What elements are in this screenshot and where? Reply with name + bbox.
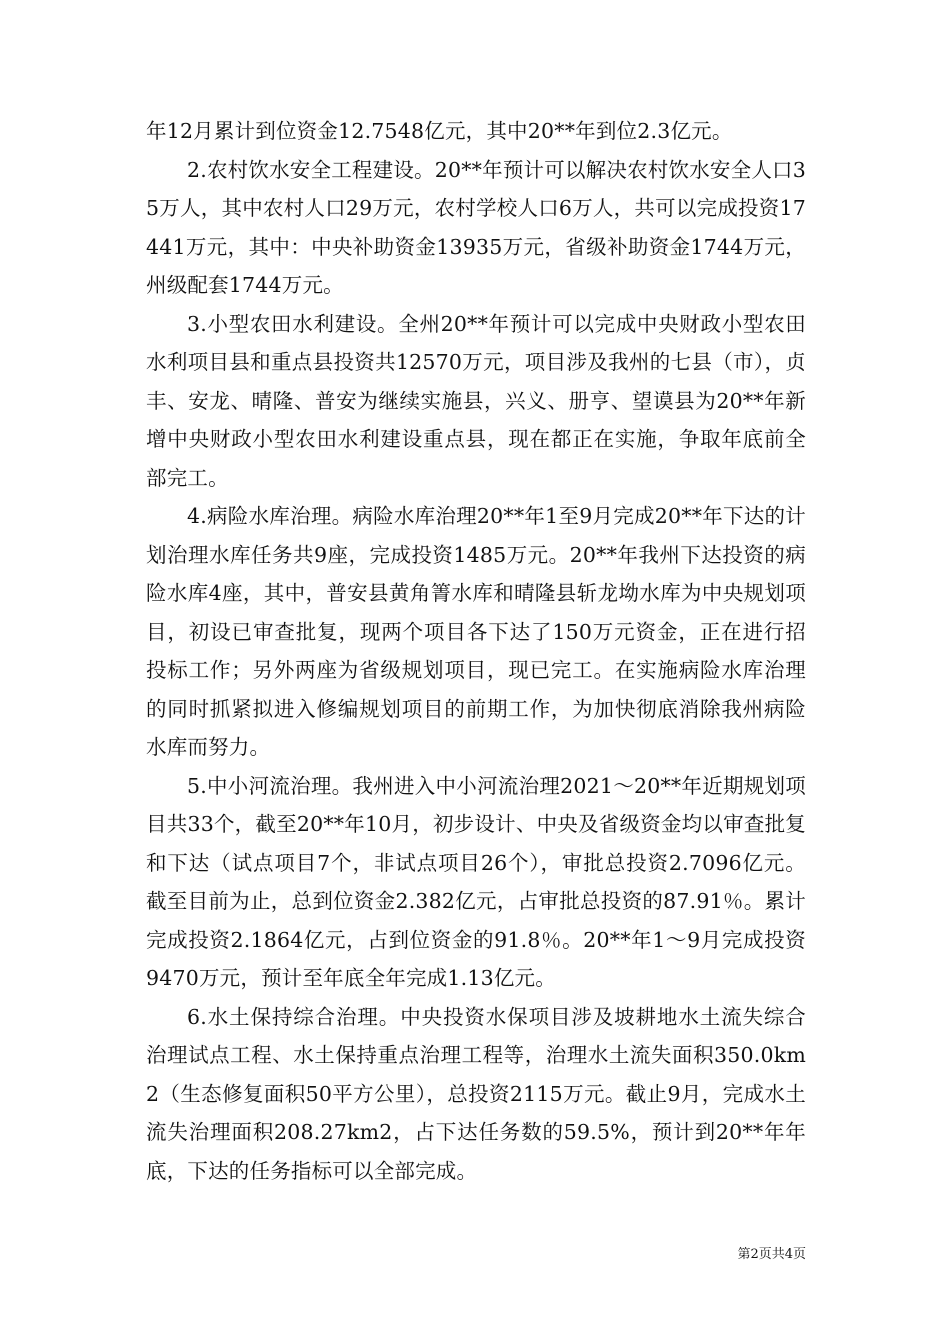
paragraph-rural-drinking-water: 2.农村饮水安全工程建设。20**年预计可以解决农村饮水安全人口35万人，其中农村人口29万元，农村学校人口6万人，共可以完成投资17441万元，其中：中央补助资金13935万元，省级补助资金1744万元，州级配套1744万元。 bbox=[146, 157, 806, 297]
page-number-footer: 第2页共4页 bbox=[737, 1247, 806, 1262]
paragraph-reservoir-treatment: 4.病险水库治理。病险水库治理20**年1至9月完成20**年下达的计划治理水库任务共9座，完成投资1485万元。20**年我州下达投资的病险水库4座，其中，普安县黄角箐水库和晴隆县斩龙坳水库为中央规划项目，初设已审查批复，现两个项目各下达了150万元资金，正在进行招投标工作；另外两座为省级规划项目，现已完工。在实施病险水库治理的同时抓紧拟进入修编规划项目的前期工作，为加快彻底消除我州病险水库而努力。 bbox=[146, 504, 806, 759]
paragraph-farmland-irrigation: 3.小型农田水利建设。全州20**年预计可以完成中央财政小型农田水利项目县和重点县投资共12570万元，项目涉及我州的七县（市），贞丰、安龙、晴隆、普安为继续实施县，兴义、册亨、望谟县为20**年新增中央财政小型农田水利建设重点县，现在都正在实施，争取年底前全部完工。 bbox=[146, 311, 806, 490]
paragraph-soil-conservation: 6.水土保持综合治理。中央投资水保项目涉及坡耕地水土流失综合治理试点工程、水土保持重点治理工程等，治理水土流失面积350.0km2（生态修复面积50平方公里），总投资2115万元。截止9月，完成水土流失治理面积208.27km2，占下达任务数的59.5%，预计到20**年年底，下达的任务指标可以全部完成。 bbox=[146, 1004, 806, 1183]
document-body bbox=[146, 112, 806, 1190]
paragraph-river-treatment: 5.中小河流治理。我州进入中小河流治理2021～20**年近期规划项目共33个，截至20**年10月，初步设计、中央及省级资金均以审查批复和下达（试点项目7个，非试点项目26个），审批总投资2.7096亿元。截至目前为止，总到位资金2.382亿元，占审批总投资的87.91％。累计完成投资2.1864亿元，占到位资金的91.8％。20**年1～9月完成投资9470万元，预计至年底全年完成1.13亿元。 bbox=[146, 773, 806, 990]
paragraph-continuation: 年12月累计到位资金12.7548亿元，其中20**年到位2.3亿元。 bbox=[146, 119, 733, 143]
